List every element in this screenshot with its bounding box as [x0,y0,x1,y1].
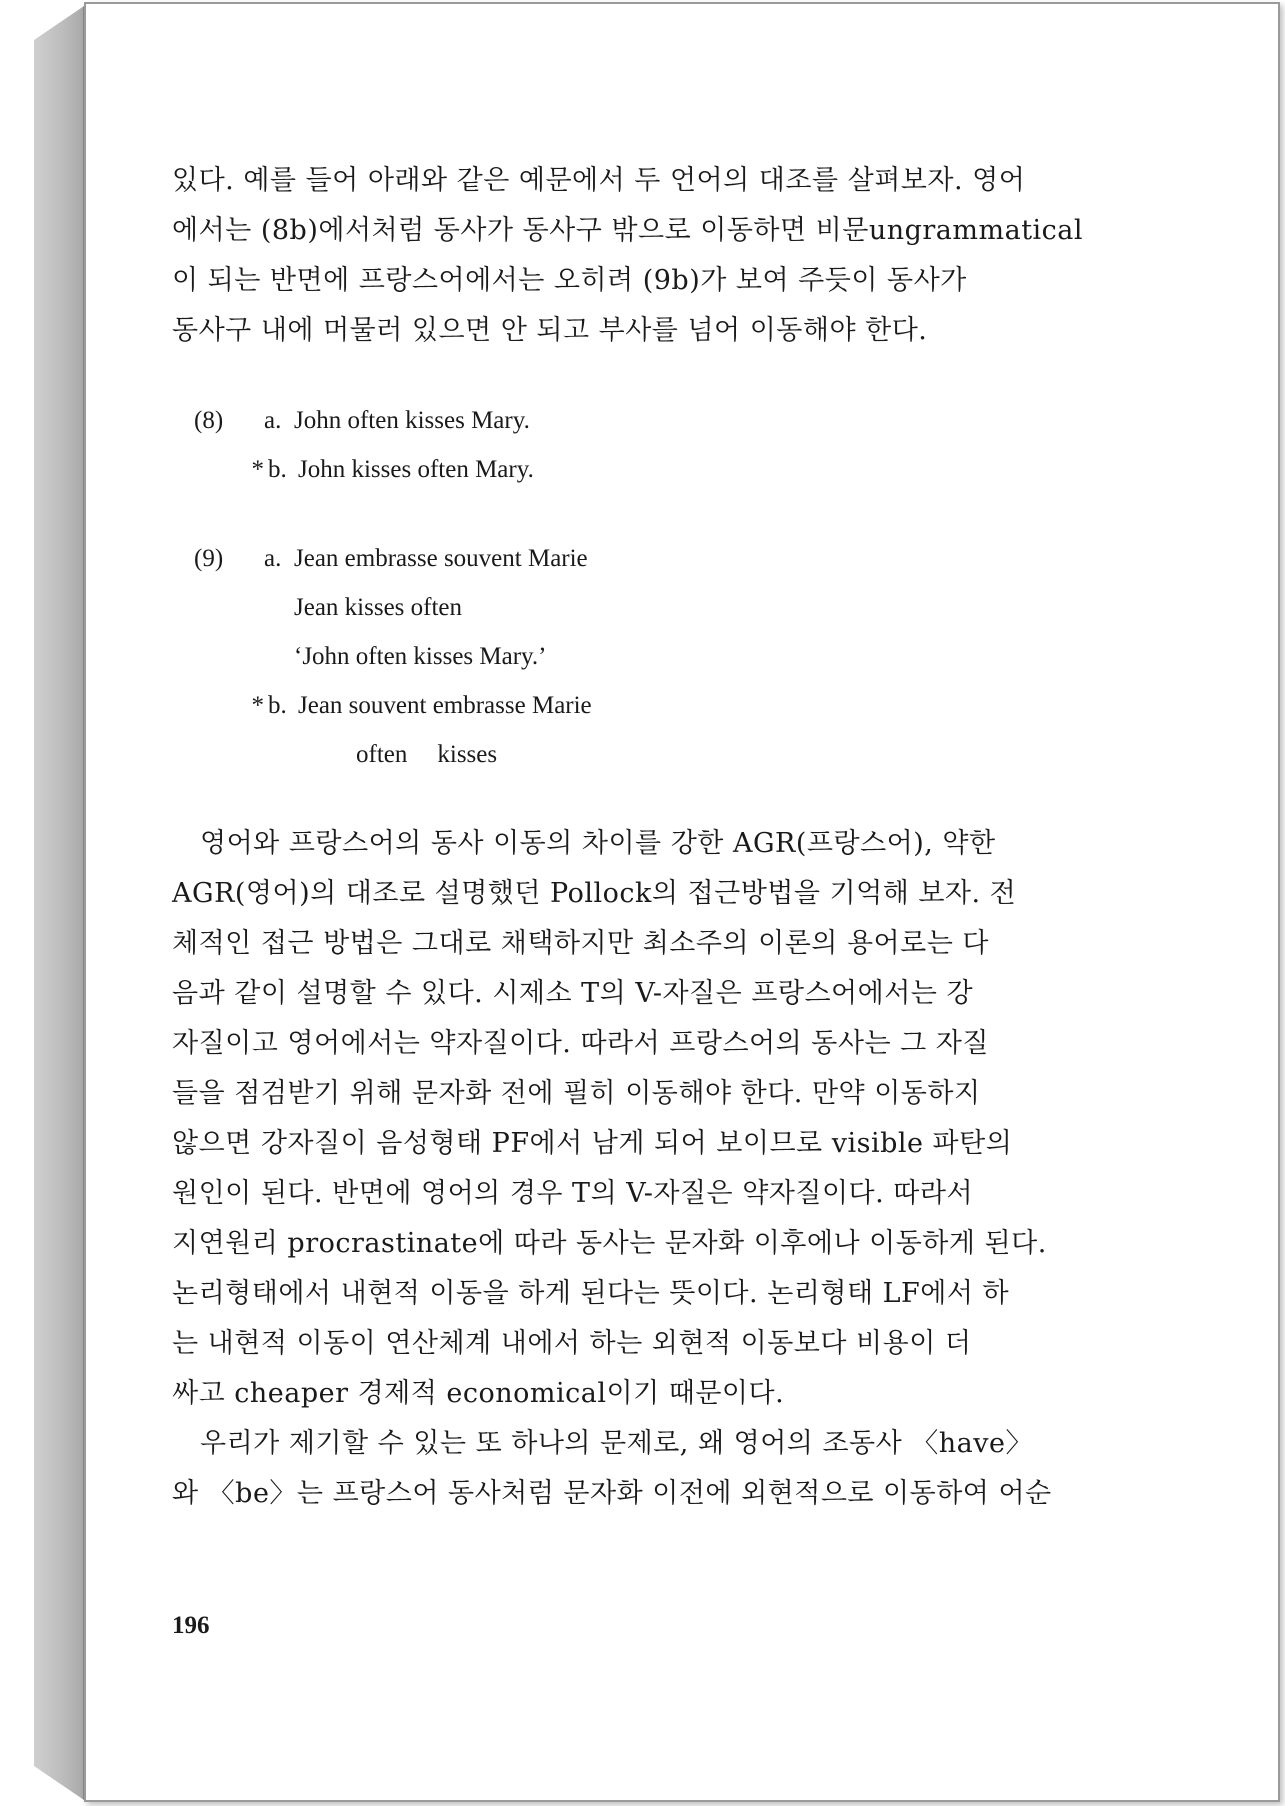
paragraph-line: 와 〈be〉는 프랑스어 동사처럼 문자화 이전에 외현적으로 이동하여 어순 [172,1478,1052,1509]
example-label: b. [268,692,287,719]
paragraph-line: 음과 같이 설명할 수 있다. 시제소 T의 V-자질은 프랑스어에서는 강 [172,978,974,1009]
paragraph-line: 싸고 cheaper 경제적 economical이기 때문이다. [172,1378,785,1409]
paragraph-line: 체적인 접근 방법은 그대로 채택하지만 최소주의 이론의 용어로는 다 [172,928,989,959]
ungrammatical-mark: * [251,692,264,719]
book-spine [34,6,84,1800]
example-sentence: John often kisses Mary. [294,407,530,434]
paragraph-line: 이 되는 반면에 프랑스어에서는 오히려 (9b)가 보여 주듯이 동사가 [172,265,967,296]
paragraph-line: 에서는 (8b)에서처럼 동사가 동사구 밖으로 이동하면 비문ungrammatical [172,215,1084,246]
example-8 [172,396,1146,494]
example-label: b. [268,456,287,483]
example-translation: ‘John often kisses Mary.’ [294,643,547,670]
example-label: a. [264,545,282,572]
paragraph-line: 영어와 프랑스어의 동사 이동의 차이를 강한 AGR(프랑스어), 약한 [200,828,996,859]
paragraph-line: 는 내현적 이동이 연산체계 내에서 하는 외현적 이동보다 비용이 더 [172,1328,972,1359]
example-sentence: Jean souvent embrasse Marie [298,692,592,719]
paragraph-line: AGR(영어)의 대조로 설명했던 Pollock의 접근방법을 기억해 보자. 전 [172,878,1017,909]
paragraph-line: 자질이고 영어에서는 약자질이다. 따라서 프랑스어의 동사는 그 자질 [172,1028,989,1059]
example-number: (9) [194,545,224,572]
example-number: (8) [194,407,224,434]
example-gloss: kisses [437,741,498,768]
paragraph-line: 원인이 된다. 반면에 영어의 경우 T의 V-자질은 약자질이다. 따라서 [172,1178,974,1209]
paragraph-line: 지연원리 procrastinate에 따라 동사는 문자화 이후에나 이동하게 된다. [172,1228,1047,1259]
example-gloss: Jean kisses often [294,594,463,621]
paragraph-line: 논리형태에서 내현적 이동을 하게 된다는 뜻이다. 논리형태 LF에서 하 [172,1278,1010,1309]
paragraph-2 [172,819,1146,1419]
page-number: 196 [172,1612,210,1639]
example-9 [172,534,1146,779]
paragraph-line: 우리가 제기할 수 있는 또 하나의 문제로, 왜 영어의 조동사 〈have〉 [200,1428,1034,1459]
example-sentence: John kisses often Mary. [298,456,534,483]
example-label: a. [264,407,282,434]
ungrammatical-mark: * [251,456,264,483]
paragraph-line: 않으면 강자질이 음성형태 PF에서 남게 되어 보이므로 visible 파탄의 [172,1128,1013,1159]
paragraph-line: 동사구 내에 머물러 있으면 안 되고 부사를 넘어 이동해야 한다. [172,315,928,346]
paragraph-line: 들을 점검받기 위해 문자화 전에 필히 이동해야 한다. 만약 이동하지 [172,1078,981,1109]
paragraph-3 [172,1419,1146,1519]
example-sentence: Jean embrasse souvent Marie [294,545,588,572]
page-content [172,156,1146,1519]
example-gloss: often [356,741,408,768]
paragraph-line: 있다. 예를 들어 아래와 같은 예문에서 두 언어의 대조를 살펴보자. 영어 [172,165,1026,196]
paragraph-1 [172,156,1146,356]
